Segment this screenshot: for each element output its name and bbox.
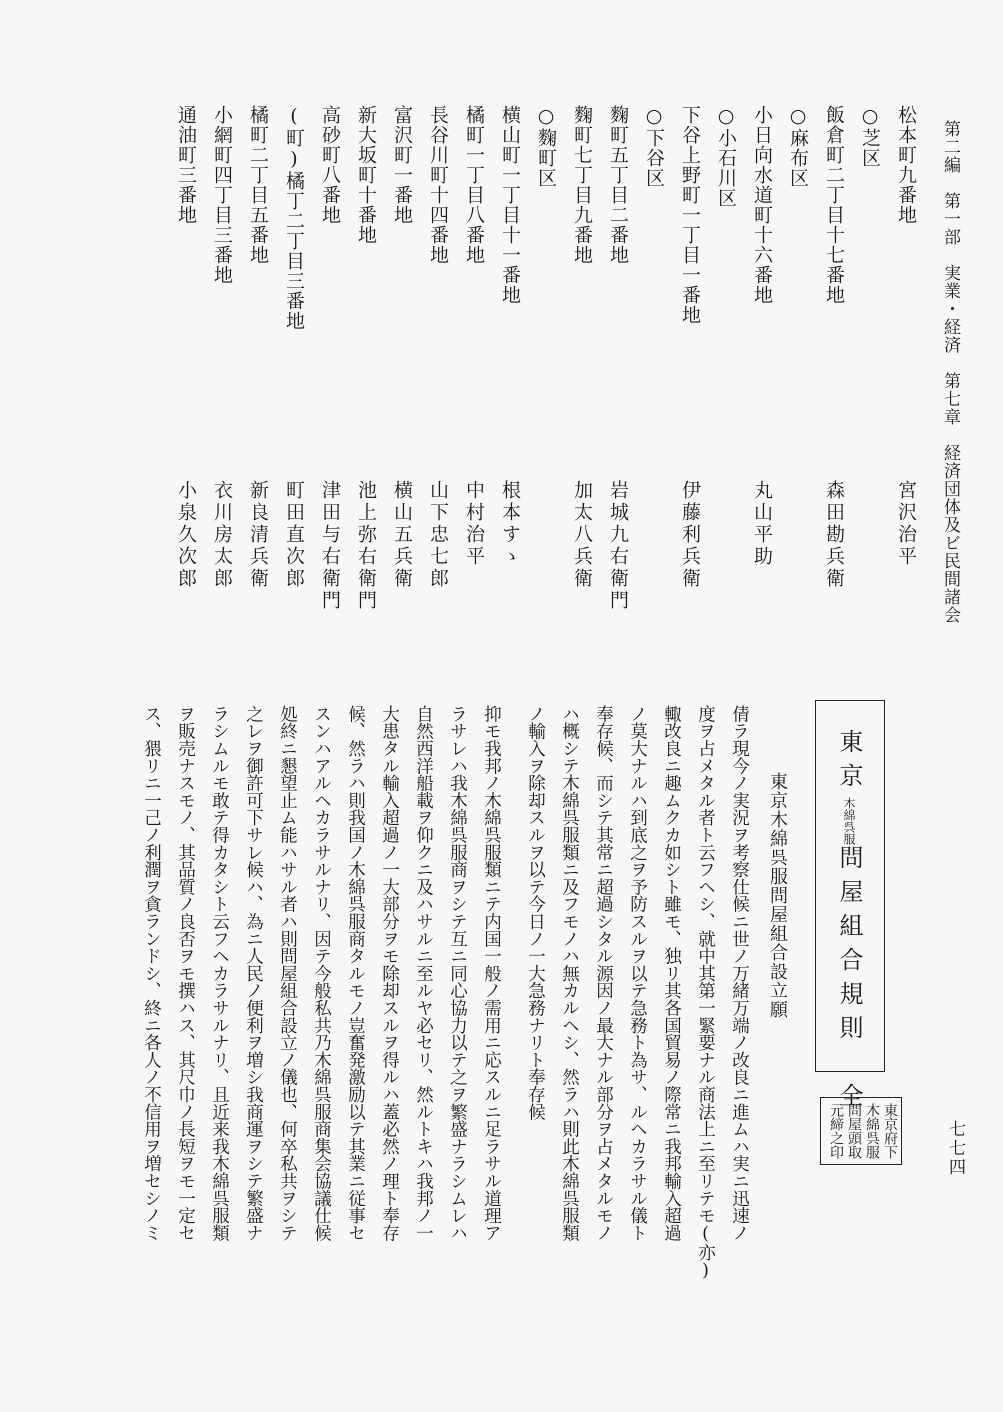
member-name: 津田与右衛門 xyxy=(319,480,341,612)
seal-line: 元締之印 xyxy=(828,1103,844,1159)
body-line: ハ概シテ木綿呉服類ニ及フモノハ無カルヘシ、然ラハ則此木綿呉服類 xyxy=(559,705,580,1242)
address-entry: 富沢町一番地 xyxy=(391,105,413,225)
address-entry: 下谷上野町一丁目一番地 xyxy=(679,105,701,325)
address-entry: 小網町四丁目三番地 xyxy=(211,105,233,285)
body-line: 奉存候、而シテ其常ニ超過シタル源因ノ最大ナル部分ヲ占メタルモノ xyxy=(593,705,614,1242)
seal-line: 問屋頭取 xyxy=(846,1103,862,1159)
address-entry: 飯倉町二丁目十七番地 xyxy=(823,105,845,305)
member-name: 加太八兵衛 xyxy=(571,480,593,590)
member-name: 池上弥右衛門 xyxy=(355,480,377,612)
member-name: 森田勘兵衛 xyxy=(823,480,845,590)
member-name: 宮沢治平 xyxy=(895,480,917,568)
address-entry: 麴町七丁目九番地 xyxy=(571,105,593,265)
address-entry: 高砂町八番地 xyxy=(319,105,341,225)
body-line: ヲ販売ナスモノ、其品質ノ良否ヲモ撰ハス、其尺巾ノ長短ヲモ一定セ xyxy=(175,705,196,1242)
address-entry: 長谷川町十四番地 xyxy=(427,105,449,265)
body-line: 自然西洋船載ヲ仰クニ及ハサルニ至ルヤ必セリ、然ルトキハ我邦ノ一 xyxy=(413,705,434,1242)
body-line: ノ輸入ヲ除却スルヲ以テ今日ノ一大急務ナリト奉存候 xyxy=(525,705,546,1121)
address-entry: 麴町五丁目二番地 xyxy=(607,105,629,265)
address-entry: 小日向水道町十六番地 xyxy=(751,105,773,305)
address-entry: 新大坂町十番地 xyxy=(355,105,377,245)
member-name: 山下忠七郎 xyxy=(427,480,449,590)
address-entry: 松本町九番地 xyxy=(895,105,917,225)
body-line: ス、猥リニ一己ノ利潤ヲ貪ランドシ、終ニ各人ノ不信用ヲ増セシノミ xyxy=(141,705,162,1242)
seal-box xyxy=(820,1097,902,1165)
member-name: 衣川房太郎 xyxy=(211,480,233,590)
member-name: 中村治平 xyxy=(463,480,485,568)
running-header: 第二編 第一部 実業・経済 第七章 経済団体及ビ民間諸会 xyxy=(940,120,960,624)
body-line: ラサレハ我木綿呉服商ヲシテ互ニ同心協力以テ之ヲ繁盛ナラシムレハ xyxy=(447,705,468,1242)
seal-line: 東京府下 xyxy=(882,1103,898,1159)
district-heading: ○下谷区 xyxy=(643,105,665,188)
district-heading: ○麴町区 xyxy=(535,105,557,188)
seal-line: 木綿呉服 xyxy=(864,1103,880,1159)
member-name: 新良清兵衛 xyxy=(247,480,269,590)
member-name: 町田直次郎 xyxy=(283,480,305,590)
address-entry: 横山町一丁目十一番地 xyxy=(499,105,521,305)
body-line: ノ莫大ナルハ到底之ヲ予防スルヲ以テ急務ト為サ、ルヘカラサル儀ト xyxy=(627,705,648,1242)
rules-title: 東京木綿呉服問屋組合規則 全 xyxy=(835,729,863,1117)
page-number: 七七四 xyxy=(945,1120,965,1177)
address-entry: 橘町一丁目八番地 xyxy=(463,105,485,265)
body-line: 度ヲ占メタル者ト云フヘシ、就中其第一緊要ナル商法上ニ至リテモ(亦) xyxy=(695,705,716,1281)
body-line: 之レヲ御許可下サレ候ハ、為ニ人民ノ便利ヲ増シ我商運ヲシテ繁盛ナ xyxy=(243,705,264,1242)
district-heading: ○麻布区 xyxy=(787,105,809,188)
member-name: 根本すゝ xyxy=(499,480,521,568)
petition-title: 東京木綿呉服問屋組合設立願 xyxy=(767,772,788,1019)
member-name: 横山五兵衛 xyxy=(391,480,413,590)
body-line: 処終ニ懇望止ム能ハサル者ハ則問屋組合設立ノ儀也、何卒私共ヲシテ xyxy=(277,705,298,1242)
body-line: 候、然ラハ則我国ノ木綿呉服商タルモノ豈奮発激励以テ其業ニ従事セ xyxy=(345,705,366,1242)
body-line: スンハアルヘカラサルナリ、因テ今般私共乃木綿呉服商集会協議仕候 xyxy=(311,705,332,1242)
body-line: 輙改良ニ趣ムクカ如シト雖モ、独リ其各国貿易ノ際常ニ我邦輸入超過 xyxy=(661,705,682,1242)
rules-title-box xyxy=(815,700,885,1117)
body-line: 倩ラ現今ノ実況ヲ考察仕候ニ世ノ万緒万端ノ改良ニ進ムハ実ニ迅速ノ xyxy=(729,705,750,1242)
district-heading: ○小石川区 xyxy=(715,105,737,208)
address-entry: 橘町二丁目五番地 xyxy=(247,105,269,265)
address-entry: (町)橘丁二丁目三番地 xyxy=(283,105,305,331)
member-name: 伊藤利兵衛 xyxy=(679,480,701,590)
member-name: 小泉久次郎 xyxy=(175,480,197,590)
body-line: ラシムルモ敢テ得カタシト云フヘカラサルナリ、且近来我木綿呉服類 xyxy=(209,705,230,1242)
district-heading: ○芝区 xyxy=(859,105,881,168)
body-line: 抑モ我邦ノ木綿呉服類ニテ内国一般ノ需用ニ応スルニ足ラサル道理ア xyxy=(481,705,502,1242)
body-line: 大患タル輸入超過ノ一大部分ヲモ除却スルヲ得ルハ蓋必然ノ理ト奉存 xyxy=(379,705,400,1242)
address-entry: 通油町三番地 xyxy=(175,105,197,225)
member-name: 岩城九右衛門 xyxy=(607,480,629,612)
member-name: 丸山平助 xyxy=(751,480,773,568)
